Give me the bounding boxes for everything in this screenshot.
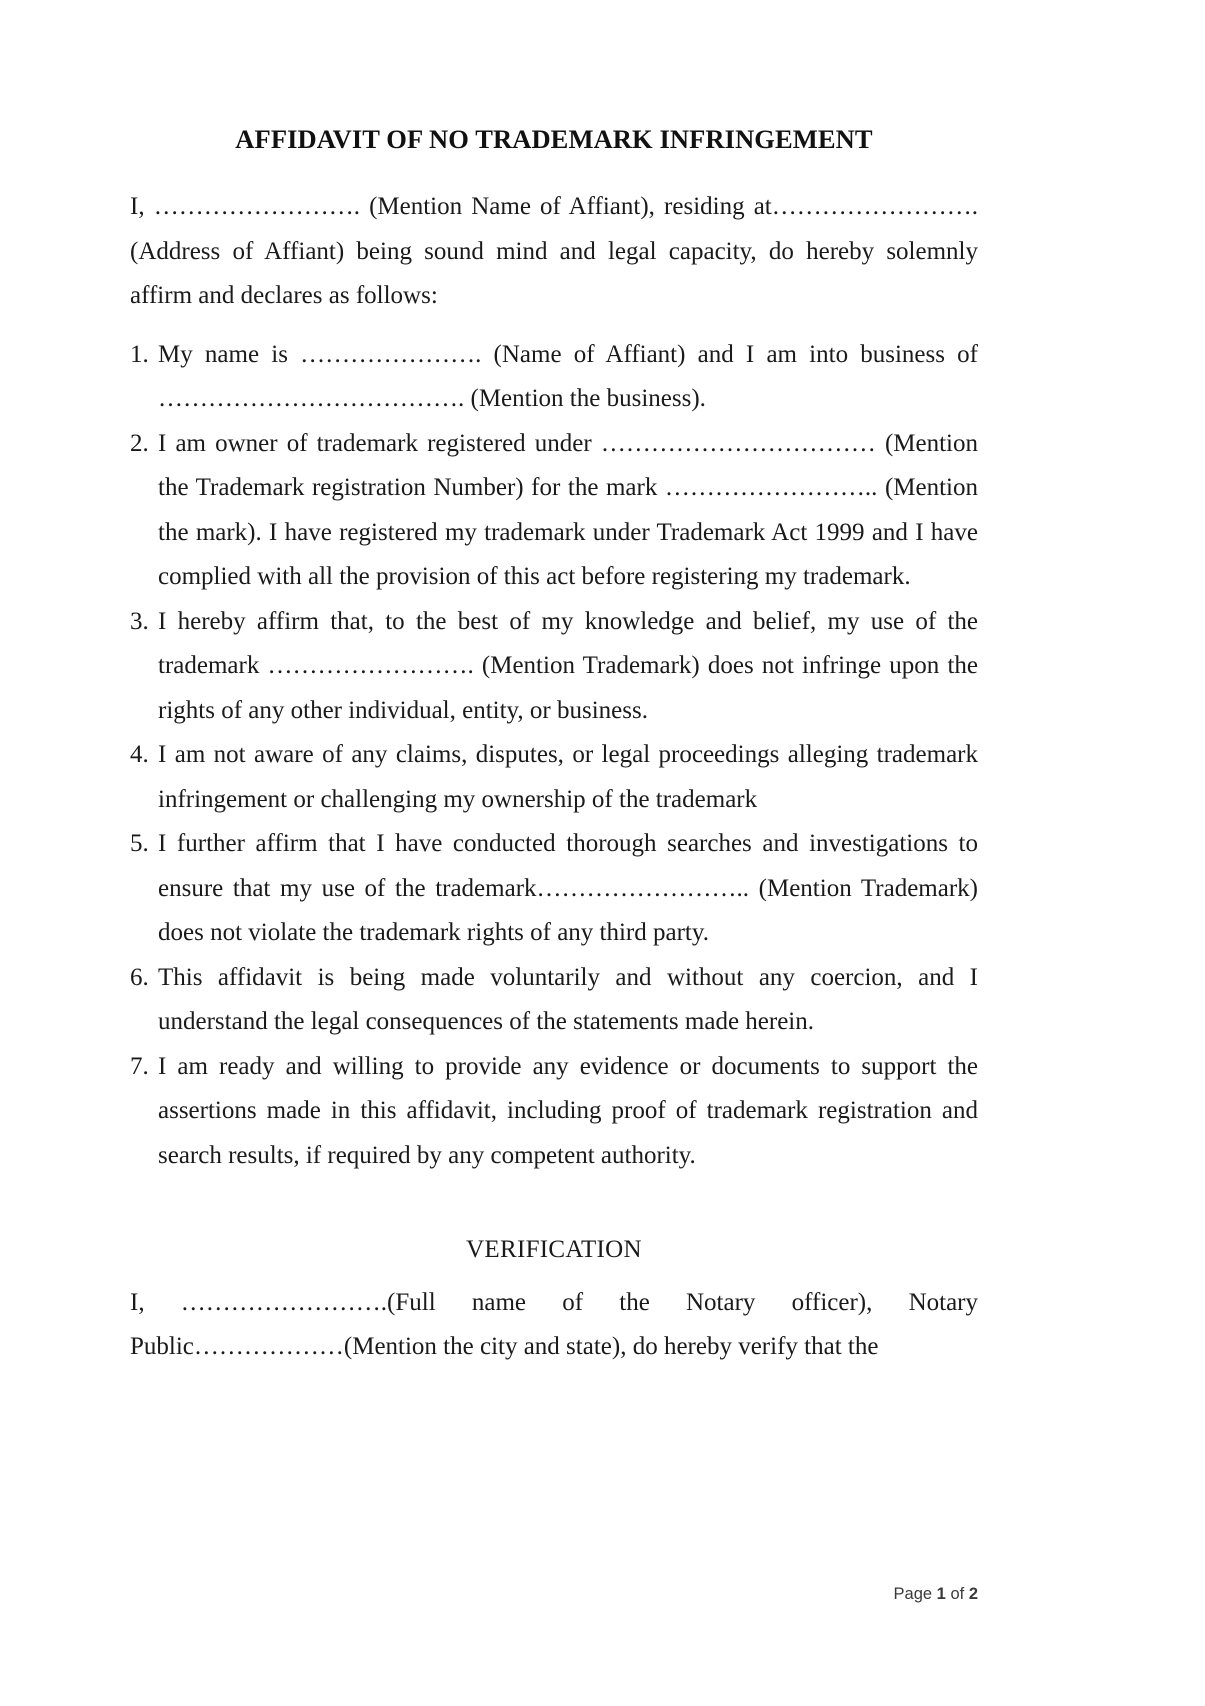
- clause-item: [130, 422, 978, 600]
- document-body: [130, 124, 978, 1603]
- clause-text: I am ready and willing to provide any evidence or documents to support the assertions made in this affidavit, including proof of trademark registration and search results, if required by any competent authority.: [158, 1052, 978, 1169]
- clause-item: [130, 956, 978, 1045]
- page-title: AFFIDAVIT OF NO TRADEMARK INFRINGEMENT: [235, 124, 873, 154]
- clause-number: 1.: [130, 340, 149, 368]
- verification-paragraph: I, …………………….(Full name of the Notary officer), Notary Public………………(Mention the city and state), do hereby verify that the: [130, 1288, 978, 1360]
- clause-number: 7.: [130, 1052, 149, 1080]
- clause-item: [130, 822, 978, 956]
- clause-item: [130, 1045, 978, 1179]
- clause-text: I hereby affirm that, to the best of my knowledge and belief, my use of the trademark ……………………. (Mention Trademark) does not infringe upon the rights of any other individual, entity, or business.: [158, 607, 978, 724]
- clause-item: [130, 600, 978, 734]
- footer-prefix: Page: [893, 1585, 933, 1603]
- clause-number: 2.: [130, 429, 149, 457]
- clause-text: I am not aware of any claims, disputes, or legal proceedings alleging trademark infringement or challenging my ownership of the trademark: [158, 741, 978, 813]
- clause-text: I am owner of trademark registered under …………………………… (Mention the Trademark registration Number) for the mark …………………….. (Mention the mark). I have registered my trademark under Trademark Act 1999 and I have complied with all the provision of this act before registering my trademark.: [158, 429, 978, 590]
- clause-item: [130, 333, 978, 422]
- clause-text: I further affirm that I have conducted thorough searches and investigations to ensure that my use of the trademark…………………….. (Mention Trademark) does not violate the trademark rights of any third party.: [158, 830, 978, 946]
- footer-separator: of: [950, 1585, 965, 1603]
- page-footer: [130, 1585, 978, 1604]
- intro-paragraph: I, ……………………. (Mention Name of Affiant), residing at……………………. (Address of Affiant) being sound mind and legal capacity, do hereby solemnly affirm and declares as follows:: [130, 193, 978, 309]
- verification-heading: VERIFICATION: [466, 1236, 642, 1263]
- clause-number: 6.: [130, 963, 149, 991]
- clause-item: [130, 733, 978, 822]
- footer-current-page: 1: [936, 1585, 946, 1603]
- clause-number: 5.: [130, 830, 149, 857]
- clause-text: This affidavit is being made voluntarily and without any coercion, and I understand the legal consequences of the statements made herein.: [158, 963, 978, 1035]
- footer-total-pages: 2: [968, 1585, 978, 1603]
- clause-text: My name is …………………. (Name of Affiant) and I am into business of ………………………………. (Mention the business).: [158, 340, 978, 412]
- clause-number: 4.: [130, 741, 149, 768]
- clause-list: [130, 333, 978, 1179]
- clause-number: 3.: [130, 607, 149, 635]
